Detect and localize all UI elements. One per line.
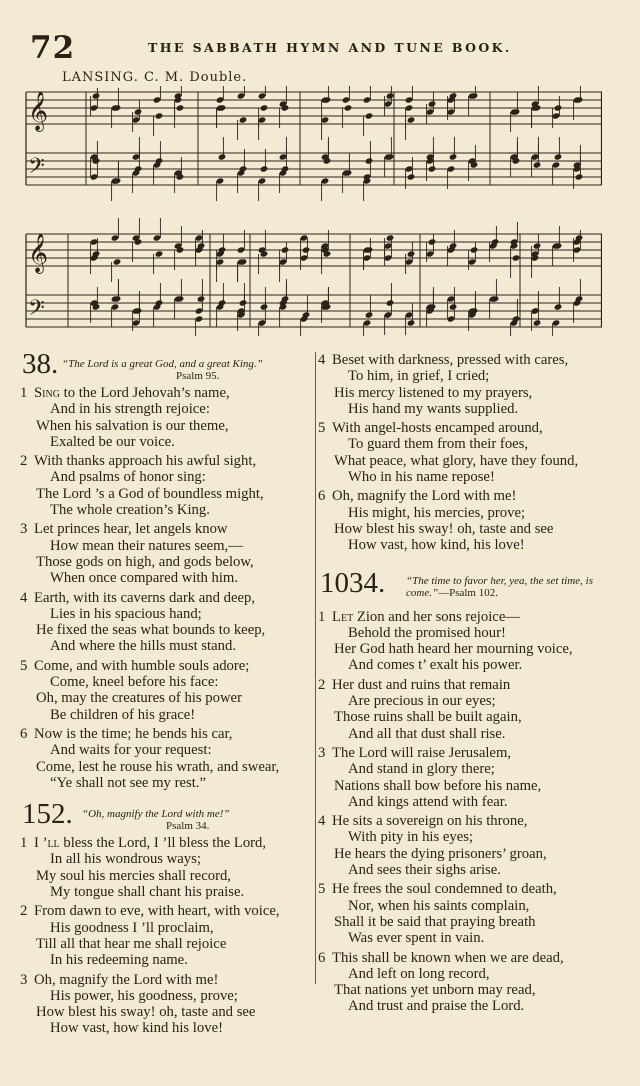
- verse-line: And left on long record,: [348, 965, 490, 982]
- verse-line: His power, his goodness, prove;: [50, 987, 238, 1004]
- hymn-number: 1034.: [320, 566, 386, 599]
- verse-line: How blest his sway! oh, taste and see: [334, 520, 554, 537]
- verse-first-line: [318, 352, 614, 368]
- verse-number: 5: [318, 420, 326, 437]
- epigraph-text: “Oh, magnify the Lord with me!”: [82, 808, 230, 821]
- page-number: 72: [30, 30, 76, 66]
- verse-text: Her dust and ruins that remain: [332, 676, 511, 693]
- hymn-number: 38.: [22, 348, 59, 380]
- verse-number: 2: [318, 676, 326, 693]
- verse-first-line: [20, 726, 310, 742]
- verse-line: My soul his mercies shall record,: [36, 867, 231, 884]
- verse-text: Oh, magnify the Lord with me!: [332, 488, 517, 505]
- verse-text: From dawn to eve, with heart, with voice,: [34, 903, 280, 920]
- verse-line: Was ever spent in vain.: [348, 930, 485, 947]
- verse-number: 2: [20, 453, 28, 470]
- verse-line: Nations shall bow before his name,: [334, 777, 542, 794]
- verse-number: 1: [20, 835, 28, 852]
- verse-line: His might, his mercies, prove;: [348, 504, 526, 521]
- verse-line: Oh, may the creatures of his power: [36, 690, 242, 707]
- verse-line: Be children of his grace!: [50, 706, 196, 723]
- running-title: THE SABBATH HYMN AND TUNE BOOK.: [148, 40, 512, 55]
- verse-line: To him, in grief, I cried;: [348, 368, 490, 385]
- verse-line: Till all that hear me shall rejoice: [36, 935, 227, 952]
- verse-line: Shall it be said that praying breath: [334, 913, 536, 930]
- epigraph-text: “The time to favor her, yea, the set time, is come.”: [406, 574, 593, 599]
- verse-line: Nor, when his saints complain,: [348, 897, 530, 914]
- verse-line: To guard them from their foes,: [348, 436, 529, 453]
- verse-line: His hand my wants supplied.: [348, 400, 519, 417]
- hymn-152-verses-b: [318, 352, 614, 557]
- hymn-epigraph: [62, 358, 312, 382]
- hymn-number: 152.: [22, 798, 73, 831]
- verse-first-line: [318, 813, 614, 829]
- verse-line: How vast, how kind, his love!: [348, 537, 525, 554]
- verse-line: When once compared with him.: [50, 570, 239, 587]
- verse-first-line: [318, 488, 614, 504]
- verse-first-line: [318, 677, 614, 693]
- verse-line: And psalms of honor sing:: [50, 469, 206, 486]
- verse-line: And sees their sighs arise.: [348, 862, 501, 879]
- verse-first-line: [20, 658, 310, 674]
- verse-line: How blest his sway! oh, taste and see: [36, 1004, 256, 1021]
- right-column: [318, 352, 614, 1018]
- verse-line: And all that dust shall rise.: [348, 725, 506, 742]
- hymn-38-header: [20, 348, 310, 385]
- verse-line: And waits for your request:: [50, 742, 212, 759]
- hymn-152-header: [20, 798, 310, 835]
- verse-text: He frees the soul condemned to death,: [332, 881, 557, 898]
- verse-line: He hears the dying prisoners’ groan,: [334, 845, 547, 862]
- verse-text: The Lord will raise Jerusalem,: [332, 744, 512, 761]
- hymn-1034-header: [318, 566, 614, 609]
- verse-number: 4: [20, 589, 28, 606]
- verse-line: And kings attend with fear.: [348, 793, 508, 810]
- verse-text: Beset with darkness, pressed with cares,: [332, 352, 569, 368]
- hymn-38-verses: [20, 385, 310, 794]
- verse-first-line: [318, 609, 614, 625]
- verse-line: How vast, how kind his love!: [50, 1020, 223, 1037]
- verse-line: And trust and praise the Lord.: [348, 998, 525, 1015]
- verse-line: In his redeeming name.: [50, 952, 188, 969]
- verse-first-line: [20, 903, 310, 919]
- verse-line: “Ye shall not see my rest.”: [50, 774, 206, 791]
- svg-text:𝄢: 𝄢: [28, 154, 45, 184]
- verse-line: He fixed the seas what bounds to keep,: [36, 622, 266, 639]
- verse-line: Come, lest he rouse his wrath, and swear,: [36, 758, 280, 775]
- verse-line: That nations yet unborn may read,: [334, 982, 536, 999]
- verse-first-line: [20, 385, 310, 401]
- verse-first-line: [318, 420, 614, 436]
- verse-line: And stand in glory there;: [348, 761, 495, 778]
- verse-line: His mercy listened to my prayers,: [334, 384, 533, 401]
- music-score: [20, 86, 602, 336]
- epigraph-text: “The Lord is a great God, and a great King.”: [62, 358, 263, 370]
- svg-text:𝄞: 𝄞: [28, 233, 49, 273]
- verse-number: 3: [20, 971, 28, 988]
- verse-first-line: [20, 521, 310, 537]
- verse-number: 3: [318, 744, 326, 761]
- verse-line: Exalted be our voice.: [50, 433, 175, 450]
- verse-line: Behold the promised hour!: [348, 624, 506, 641]
- verse-first-line: [20, 835, 310, 851]
- verse-text: This shall be known when we are dead,: [332, 949, 564, 966]
- left-column: [20, 348, 310, 1040]
- verse-line: Those ruins shall be built again,: [334, 709, 522, 726]
- page-header: [30, 30, 610, 70]
- verse-line: With pity in his eyes;: [348, 829, 474, 846]
- verse-line: Those gods on high, and gods below,: [36, 553, 254, 570]
- verse-text: With angel-hosts encamped around,: [332, 420, 543, 437]
- verse-line: Are precious in our eyes;: [348, 693, 496, 710]
- verse-number: 5: [318, 881, 326, 898]
- verse-number: 6: [318, 949, 326, 966]
- verse-line: Her God hath heard her mourning voice,: [334, 641, 573, 658]
- verse-number: 3: [20, 521, 28, 538]
- verse-text: Earth, with its caverns dark and deep,: [34, 589, 256, 606]
- verse-line: And comes t’ exalt his power.: [348, 657, 523, 674]
- svg-text:𝄢: 𝄢: [28, 296, 45, 326]
- epigraph-ref: —Psalm 102.: [438, 586, 498, 599]
- epigraph-ref: Psalm 95.: [176, 370, 220, 382]
- verse-line: Who in his name repose!: [348, 469, 495, 486]
- verse-number: 4: [318, 352, 326, 368]
- column-divider: [315, 352, 316, 984]
- verse-line: My tongue shall chant his praise.: [50, 884, 245, 901]
- verse-line: Come, kneel before his face:: [50, 674, 219, 691]
- hymn-epigraph: [82, 808, 312, 832]
- verse-text: Oh, magnify the Lord with me!: [34, 971, 219, 988]
- tune-title: LANSING. C. M. Double.: [62, 70, 248, 85]
- verse-first-line: [318, 950, 614, 966]
- verse-line: The Lord ’s a God of boundless might,: [36, 485, 264, 502]
- verse-line: And in his strength rejoice:: [50, 401, 210, 418]
- verse-first-line: [318, 881, 614, 897]
- verse-number: 4: [318, 813, 326, 830]
- verse-first-word: Let: [332, 608, 354, 625]
- verse-text: With thanks approach his awful sight,: [34, 453, 257, 470]
- hymn-152-verses-a: [20, 835, 310, 1040]
- svg-text:𝄞: 𝄞: [28, 91, 49, 131]
- verse-line: Lies in his spacious hand;: [50, 605, 202, 622]
- verse-number: 6: [318, 488, 326, 505]
- hymn-1034-verses: [318, 609, 614, 1018]
- verse-text: bless the Lord, I ’ll bless the Lord,: [59, 835, 267, 852]
- verse-line: In all his wondrous ways;: [50, 851, 201, 868]
- verse-line: And where the hills must stand.: [50, 638, 237, 655]
- verse-line: What peace, what glory, have they found,: [334, 452, 579, 469]
- verse-text: He sits a sovereign on his throne,: [332, 813, 528, 830]
- verse-number: 1: [20, 385, 28, 401]
- verse-text: Zion and her sons rejoice—: [353, 608, 521, 625]
- verse-number: 6: [20, 725, 28, 742]
- verse-number: 2: [20, 903, 28, 920]
- verse-line: When his salvation is our theme,: [36, 417, 229, 434]
- verse-first-word: Sing: [34, 385, 60, 401]
- verse-number: 1: [318, 608, 326, 625]
- verse-line: How mean their natures seem,—: [50, 537, 243, 554]
- epigraph-ref: Psalm 34.: [166, 820, 210, 833]
- verse-first-word: I ’ll: [34, 835, 60, 852]
- verse-text: Come, and with humble souls adore;: [34, 657, 250, 674]
- verse-line: The whole creation’s King.: [50, 502, 210, 519]
- verse-first-line: [20, 453, 310, 469]
- verse-text: Now is the time; he bends his car,: [34, 725, 233, 742]
- verse-number: 5: [20, 657, 28, 674]
- verse-text: to the Lord Jehovah’s name,: [59, 385, 230, 401]
- verse-line: His goodness I ’ll proclaim,: [50, 919, 214, 936]
- verse-first-line: [20, 972, 310, 988]
- hymn-epigraph: [406, 575, 611, 599]
- verse-first-line: [318, 745, 614, 761]
- verse-first-line: [20, 590, 310, 606]
- verse-text: Let princes hear, let angels know: [34, 521, 228, 538]
